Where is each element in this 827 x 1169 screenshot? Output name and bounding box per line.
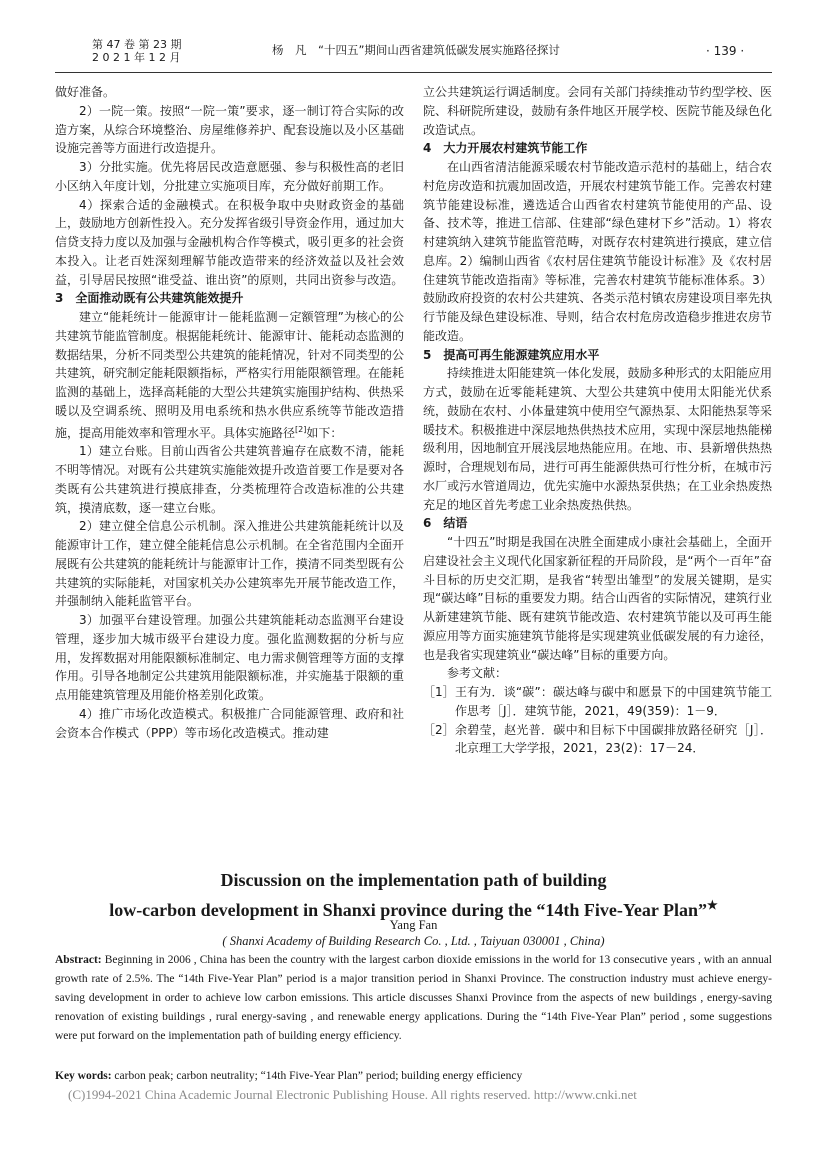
copyright-watermark: (C)1994-2021 China Academic Journal Electronic Publishing House. All rights reserved. http://www.cnki.net	[68, 1087, 637, 1102]
reference-number: ［2］	[423, 722, 455, 737]
citation: [2]	[295, 424, 307, 434]
journal-volume	[92, 38, 181, 64]
keywords-label: Key words:	[55, 1070, 112, 1082]
paragraph: 在山西省清洁能源采暖农村节能改造示范村的基础上，结合农村危房改造和抗震加固改造，开展农村建筑节能工作。完善农村建筑节能建设标准，遴选适合山西省农村建筑节能使用的产品、设备、技术等，推进工信部、住建部“绿色建材下乡”活动。1）将农村建筑纳入建筑节能监管范畴，对既存农村建筑进行摸底，建立信息库。2）编制山西省《农村居住建筑节能设计标准》及《农村居住建筑节能改造指南》等标准，完善农村建筑节能标准体系。3）鼓励政府投资的农村公共建筑、各类示范村镇农房建设项目率先执行节能及绿色建设标准、导则，结合农村危房改造稳步推进农房节能改造。	[423, 160, 772, 343]
paragraph: 做好准备。	[55, 85, 116, 99]
star-icon: ★	[707, 898, 718, 912]
page-number: · 139 ·	[706, 44, 745, 58]
reference-text: 余碧莹，赵光普．碳中和目标下中国碳排放路径研究［J］．北京理工大学学报，2021，23(2)：17－24．	[455, 722, 772, 756]
section-heading: 5 提高可再生能源建筑应用水平	[423, 347, 600, 362]
left-column	[55, 83, 404, 742]
reference-number: ［1］	[423, 685, 455, 699]
paragraph: “十四五”时期是我国在决胜全面建成小康社会基础上，全面开启建设社会主义现代化国家新征程的开局阶段，是“两个一百年”奋斗目标的历史交汇期，是我省“转型出雏型”的发展关键期，是实现“碳达峰”目标的重要发力期。结合山西省的实际情况，建筑行业从新建建筑节能、既有建筑节能改造、农村建筑节能以及可再生能源应用等方面实施建筑节能将是实现建筑业低碳发展的有力途径，也是我省实现建筑业“碳达峰”目标的重要方向。	[423, 535, 772, 662]
reference-text: 王有为．谈“碳”：碳达峰与碳中和愿景下的中国建筑节能工作思考［J］．建筑节能，2021，49(359)：1－9．	[455, 685, 772, 718]
paragraph: 3）加强平台建设管理。加强公共建筑能耗动态监测平台建设管理，逐步加大城市级平台建设力度。强化监测数据的分析与应用，发挥数据对用能限额标准制定、电力需求侧管理等方面的支撑作用。引导各地制定公共建筑用能限额标准，并实施基于限额的重点用能建筑管理及用能价格差别化政策。	[55, 613, 404, 702]
paragraph: 立公共建筑运行调适制度。会同有关部门持续推动节约型学校、医院、科研院所建设，鼓励有条件地区开展学校、医院节能及绿色化改造试点。	[423, 85, 772, 137]
paragraph: 2）建立健全信息公示机制。深入推进公共建筑能耗统计以及能源审计工作，建立健全能耗信息公示机制。在全省范围内全面开展既有公共建筑的能耗统计与能源审计工作，摸清不同类型既有公共建筑的实际能耗，对国家机关办公建筑率先开展节能改造工作，并强制纳入能耗监管平台。	[55, 519, 404, 609]
abstract-label: Abstract:	[55, 954, 102, 966]
paragraph-text: 如下：	[306, 425, 343, 440]
section-heading: 6 结语	[423, 516, 468, 531]
reference-item	[423, 721, 772, 759]
paragraph: 持续推进太阳能建筑一体化发展，鼓励多种形式的太阳能应用方式，鼓励在近零能耗建筑、大型公共建筑中使用太阳能光伏系统，鼓励在农村、小体量建筑中使用空气源热泵、太阳能热泵等采暖技术。积极推进中深层地热供热技术应用，实现中深层地热能梯级利用，因地制宜开展浅层地热能应用。在地、市、县新增供热热源时，合理规划布局，进行可再生能源供热可行性分析，在城市污水厂或污水管道周边，优先实施中水源热泵供热；在工业余热废热充足的地区首先考虑工业余热废热供热。	[423, 366, 772, 512]
paragraph-text: 建立“能耗统计－能源审计－能耗监测－定额管理”为核心的公共建筑节能监管制度。根据能耗统计、能源审计、能耗动态监测的数据结果，分析不同类型公共建筑的能耗情况，针对不同类型的公共建筑，研究制定能耗限额指标，严格实行用能限额管理。在能耗监测的基础上，选择高耗能的大型公共建筑实施围护结构、供热采暖以及空调系统、照明及用电系统和热水供应系统等节能改造措施，提高用能效率和管理水平。具体实施路径	[55, 310, 404, 440]
issue-date: 2 0 2 1 年 1 2 月	[92, 51, 181, 64]
keywords-text: carbon peak; carbon neutrality; “14th Five-Year Plan” period; building energy efficiency	[114, 1070, 523, 1082]
english-abstract	[55, 951, 772, 1046]
section-heading: 3 全面推动既有公共建筑能效提升	[55, 291, 244, 306]
running-title: 杨 凡 “十四五”期间山西省建筑低碳发展实施路径探讨	[272, 43, 560, 57]
paragraph: 1）建立台账。目前山西省公共建筑普遍存在底数不清，能耗不明等情况。对既有公共建筑实施能效提升改造首要工作是要对各类既有公共建筑进行摸底排查，分类梳理符合改造标准的公共建筑，摸清底数，逐一建立台账。	[55, 444, 404, 515]
abstract-text: Beginning in 2006 , China has been the country with the largest carbon dioxide emissions in the world for 13 consecutive years , with an annual growth rate of 2.5%. The “14th Five-Year Plan” period is a major transition period in Shanxi Province. The construction industry must achieve energy-saving development in order to achieve low carbon emissions. This article discusses Shanxi Province from the aspects of new buildings , energy-saving renovation of existing buildings , rural energy-saving , and renewable energy applications. During the “14th Five-Year Plan” period , some suggestions were put forward on the implementation path of building energy efficiency.	[55, 954, 773, 1042]
running-header	[0, 30, 827, 70]
paragraph	[55, 308, 404, 442]
english-keywords	[55, 1070, 772, 1082]
paragraph: 4）推广市场化改造模式。积极推广合同能源管理、政府和社会资本合作模式（PPP）等市场化改造模式。推动建	[55, 706, 404, 740]
paragraph: 3）分批实施。优先将居民改造意愿强、参与积极性高的老旧小区纳入年度计划，分批建立实施项目库，充分做好前期工作。	[55, 160, 404, 193]
english-author: Yang Fan	[389, 918, 438, 932]
english-title-text: low-carbon development in Shanxi province during the “14th Five-Year Plan”	[109, 900, 708, 920]
right-column	[423, 83, 772, 758]
english-affiliation: ( Shanxi Academy of Building Research Co. , Ltd. , Taiyuan 030001 , China)	[222, 934, 605, 948]
header-rule	[55, 72, 772, 73]
paragraph: 4）探索合适的金融模式。在积极争取中央财政资金的基础上，鼓励地方创新性投入。充分发挥省级引导资金作用，通过加大信贷支持力度以及加强与金融机构合作等模式，吸引更多的社会资本投入。让老百姓深刻理解节能改造带来的经济效益以及社会效益，引导居民按照“谁受益、谁出资”的原则，共同出资参与改造。	[55, 197, 404, 287]
section-heading: 4 大力开展农村建筑节能工作	[423, 141, 588, 156]
references-heading: 参考文献：	[447, 666, 508, 681]
english-title	[55, 868, 772, 923]
english-title-line: Discussion on the implementation path of building	[220, 870, 607, 890]
volume-issue: 第 47 卷 第 23 期	[92, 38, 182, 51]
reference-item	[423, 683, 772, 721]
paragraph: 2）一院一策。按照“一院一策”要求，逐一制订符合实际的改造方案，从综合环境整治、房屋维修养护、配套设施以及小区基础设施完善等方面进行改造提升。	[55, 103, 404, 156]
